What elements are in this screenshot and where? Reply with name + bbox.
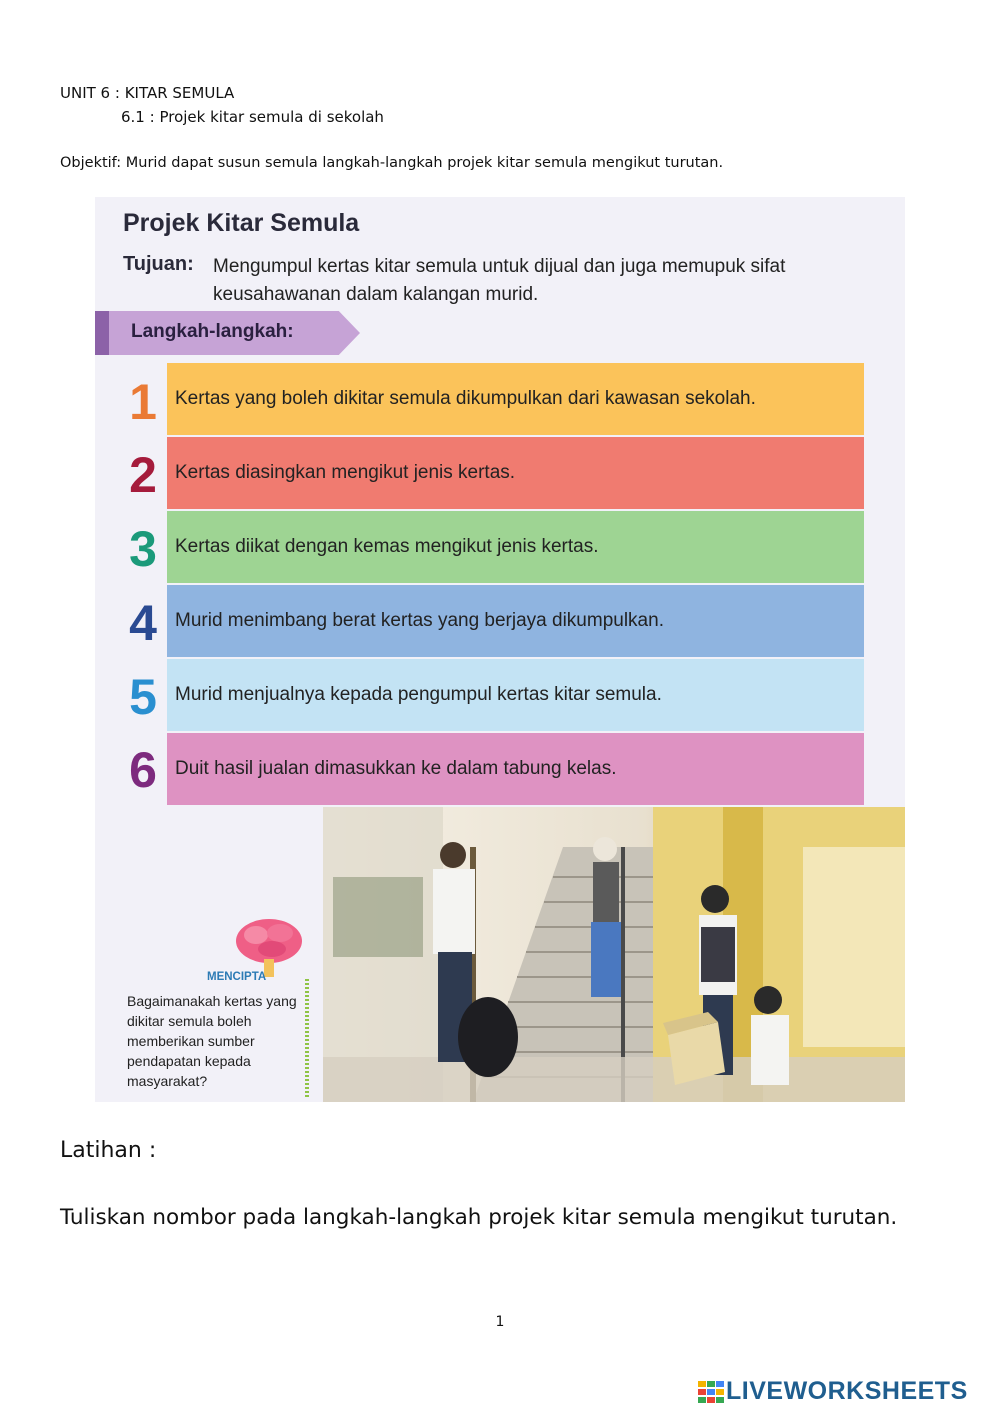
step-text: Duit hasil jualan dimasukkan ke dalam tabung kelas.	[175, 758, 617, 779]
step-bar	[167, 363, 864, 435]
mencipta-box	[109, 907, 319, 1102]
brand-text: LIVEWORKSHEETS	[726, 1377, 968, 1405]
step-text: Murid menimbang berat kertas yang berjaya dikumpulkan.	[175, 610, 664, 631]
step-number: 3	[129, 521, 157, 577]
liveworksheets-logo[interactable]	[698, 1377, 968, 1406]
step-number: 5	[129, 669, 157, 725]
step-number: 2	[129, 447, 157, 503]
page-number: 1	[495, 1314, 505, 1330]
step-bar	[167, 733, 864, 805]
brain-icon	[234, 917, 304, 979]
step-text: Kertas yang boleh dikitar semula dikumpulkan dari kawasan sekolah.	[175, 388, 756, 409]
step-text: Kertas diikat dengan kemas mengikut jenis kertas.	[175, 536, 599, 557]
panel-title: Projek Kitar Semula	[123, 209, 360, 237]
logo-blocks-icon	[698, 1381, 724, 1403]
step-bar	[167, 511, 864, 583]
green-rule	[305, 979, 309, 1099]
exercise-title: Latihan :	[60, 1138, 157, 1163]
mencipta-question: Bagaimanakah kertas yang dikitar semula boleh memberikan sumber pendapatan kepada masyarakat?	[127, 993, 297, 1089]
objective-text: Objektif: Murid dapat susun semula langkah-langkah projek kitar semula mengikut turutan.	[60, 155, 724, 171]
step-number: 6	[129, 742, 157, 798]
step-text: Kertas diasingkan mengikut jenis kertas.	[175, 462, 516, 483]
recycling-photo	[323, 807, 905, 1102]
exercise-instruction: Tuliskan nombor pada langkah-langkah projek kitar semula mengikut turutan.	[60, 1205, 898, 1230]
step-number: 1	[129, 374, 157, 430]
subunit-heading: 6.1 : Projek kitar semula di sekolah	[121, 108, 384, 126]
step-bar	[167, 437, 864, 509]
tujuan-label: Tujuan:	[123, 253, 194, 275]
steps-label: Langkah-langkah:	[131, 321, 294, 342]
textbook-panel	[95, 197, 905, 1102]
unit-heading: UNIT 6 : KITAR SEMULA	[60, 84, 235, 102]
step-text: Murid menjualnya kepada pengumpul kertas kitar semula.	[175, 684, 662, 705]
mencipta-label: MENCIPTA	[207, 971, 267, 983]
step-bar	[167, 585, 864, 657]
steps-banner-edge	[95, 311, 109, 355]
step-bar	[167, 659, 864, 731]
step-number: 4	[129, 595, 157, 651]
tujuan-text: Mengumpul kertas kitar semula untuk dijual dan juga memupuk sifat keusahawanan dalam kalangan murid.	[213, 256, 786, 305]
